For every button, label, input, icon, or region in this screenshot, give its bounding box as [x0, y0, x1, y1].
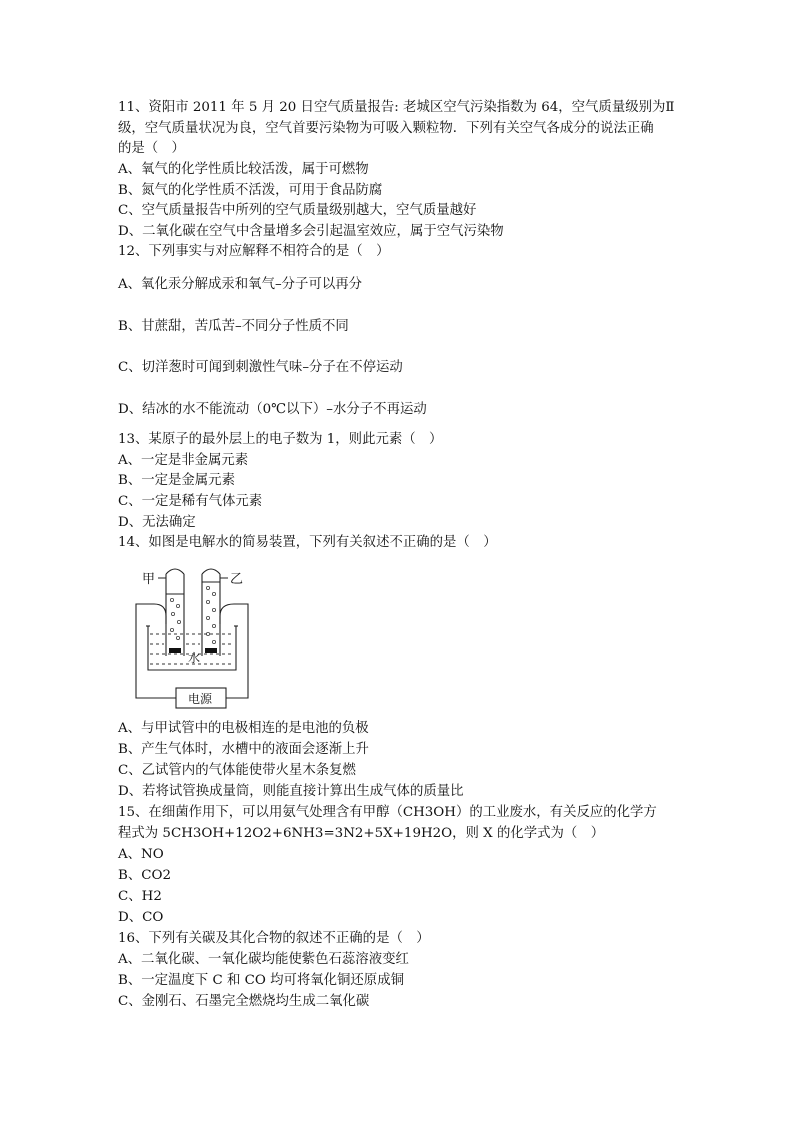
q11-option-b: B、氮气的化学性质不活泼，可用于食品防腐 — [118, 183, 383, 198]
q12-option-d: D、结冰的水不能流动（0℃以下）–水分子不再运动 — [118, 402, 427, 417]
test-tube-left — [166, 569, 184, 656]
q11-stem-line2: 级，空气质量状况为良，空气首要污染物为可吸入颗粒物．下列有关空气各成分的说法正确 — [118, 121, 654, 136]
q14-option-c: C、乙试管内的气体能使带火星木条复燃 — [118, 763, 356, 778]
q14-option-d: D、若将试管换成量筒，则能直接计算出生成气体的质量比 — [118, 784, 464, 799]
q13-option-a: A、一定是非金属元素 — [118, 453, 249, 468]
wire-right — [220, 604, 248, 698]
q12-option-a: A、氧化汞分解成汞和氧气–分子可以再分 — [118, 277, 363, 292]
q16-option-c: C、金刚石、石墨完全燃烧均生成二氧化碳 — [118, 994, 370, 1009]
q15-option-a: A、NO — [118, 847, 164, 862]
label-jia: 甲 — [142, 572, 156, 587]
electrode-left — [169, 648, 181, 653]
q15-option-b: B、CO2 — [118, 868, 171, 883]
q16-option-b: B、一定温度下 C 和 CO 均可将氧化铜还原成铜 — [118, 973, 404, 988]
q13-option-b: B、一定是金属元素 — [118, 473, 235, 488]
q11-stem-line1: 11、资阳市 2011 年 5 月 20 日空气质量报告: 老城区空气污染指数为 64，空气质量级别为Ⅱ — [118, 100, 675, 115]
q15-option-c: C、H2 — [118, 889, 162, 904]
label-water: 水 — [188, 651, 201, 665]
gas-bubbles — [170, 586, 215, 643]
q14-option-b: B、产生气体时，水槽中的液面会逐渐上升 — [118, 742, 369, 757]
q11-option-c: C、空气质量报告中所列的空气质量级别越大，空气质量越好 — [118, 203, 477, 218]
q16-option-a: A、二氧化碳、一氧化碳均能使紫色石蕊溶液变红 — [118, 952, 409, 967]
q15-stem-line1: 15、在细菌作用下，可以用氨气处理含有甲醇（CH3OH）的工业废水，有关反应的化学方 — [118, 805, 657, 820]
q12-option-c: C、切洋葱时可闻到刺激性气味–分子在不停运动 — [118, 360, 403, 375]
q14-stem: 14、如图是电解水的简易装置，下列有关叙述不正确的是（ ） — [118, 535, 497, 550]
electrolysis-apparatus-diagram — [128, 564, 262, 710]
q12-stem: 12、下列事实与对应解释不相符合的是（ ） — [118, 244, 390, 259]
electrode-right — [205, 648, 217, 653]
q11-option-d: D、二氧化碳在空气中含量增多会引起温室效应，属于空气污染物 — [118, 224, 504, 239]
q12-option-b: B、甘蔗甜，苦瓜苦–不同分子性质不同 — [118, 319, 349, 334]
q13-option-d: D、无法确定 — [118, 515, 196, 530]
q11-stem-line3: 的是（ ） — [118, 141, 185, 156]
q16-stem: 16、下列有关碳及其化合物的叙述不正确的是（ ） — [118, 931, 430, 946]
q11-option-a: A、氧气的化学性质比较活泼，属于可燃物 — [118, 162, 369, 177]
q15-stem-line2: 程式为 5CH3OH+12O2+6NH3=3N2+5X+19H2O，则 X 的化学式为（ ） — [118, 826, 605, 841]
q13-option-c: C、一定是稀有气体元素 — [118, 494, 263, 509]
q13-stem: 13、某原子的最外层上的电子数为 1，则此元素（ ） — [118, 432, 443, 447]
label-power-source: 电源 — [188, 692, 213, 706]
label-yi: 乙 — [230, 572, 244, 587]
q14-option-a: A、与甲试管中的电极相连的是电池的负极 — [118, 721, 369, 736]
q15-option-d: D、CO — [118, 910, 164, 925]
